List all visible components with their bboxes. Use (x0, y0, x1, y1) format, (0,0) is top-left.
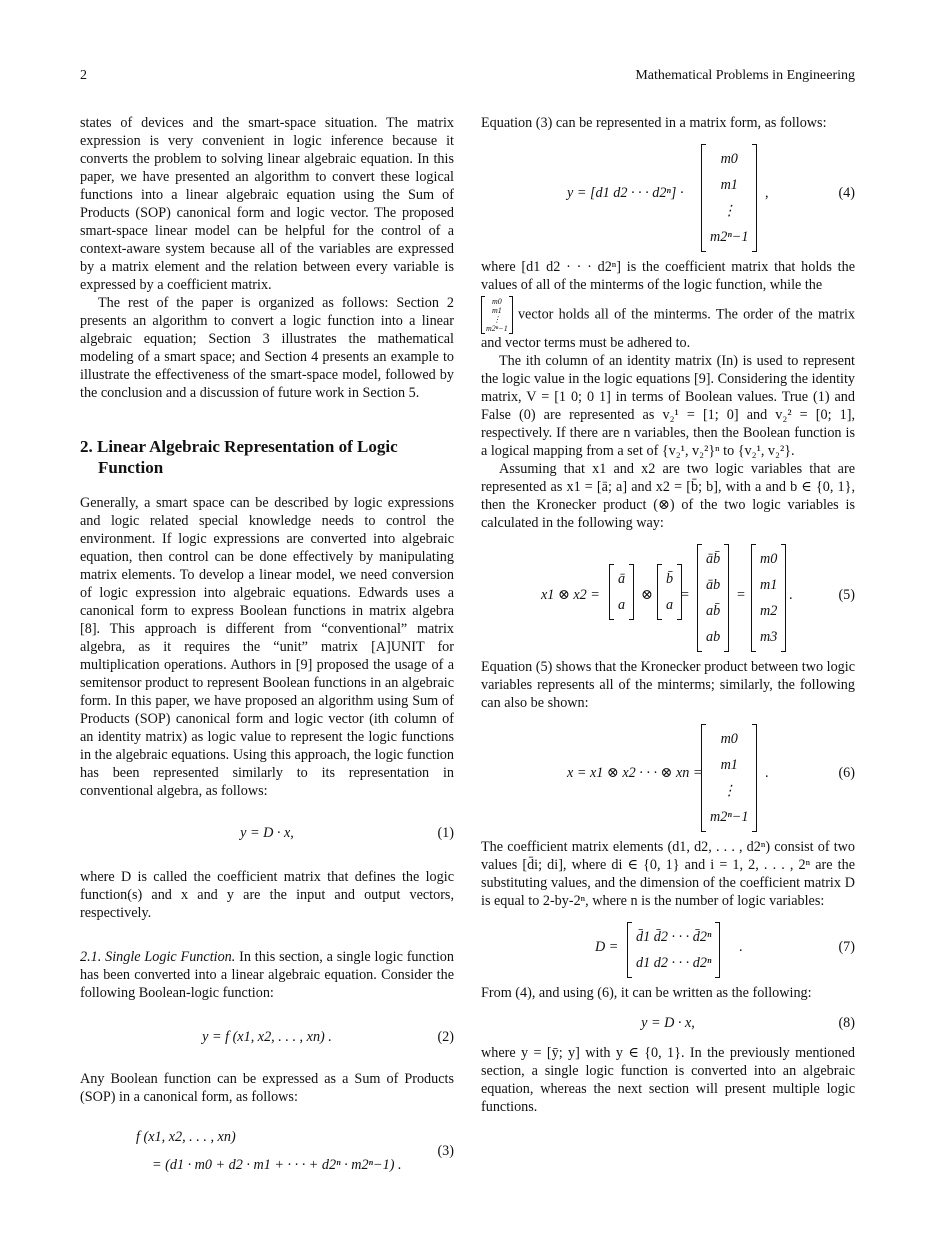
equation-2 (80, 1028, 454, 1046)
subsection-text: In this section, a single logic function has been converted into a linear algebraic equation. Consider the following Boolean-logic function: (80, 949, 454, 1001)
equation-3-number: (3) (437, 1143, 454, 1159)
equation-5-a-entry: ā (618, 571, 626, 587)
closing-paragraph: where y = [ȳ; y] with y ∈ {0, 1}. In the previously mentioned section, a single logic function is converted into an algebraic equation, whereas the next section will present multiple logic functions. (481, 1045, 855, 1115)
equation-5-a-entry: a (618, 597, 626, 613)
minterm-vector-entry: m1 (491, 306, 502, 315)
equation-7-matrix (627, 922, 720, 978)
after-eq5-paragraph: Equation (5) shows that the Kronecker product between two logic variables represents all of the minterms; similarly, the following can also be shown: (481, 659, 855, 711)
equation-5-product-vector (697, 544, 729, 652)
organization-paragraph: The rest of the paper is organized as follows: Section 2 presents an algorithm to convert a logic function into a linear algebraic equation; Section 3 illustrates the mathematical modeling of a smart space; and Section 4 presents an example to illustrate the effectiveness of the smart-space model, followed by the conclusion and a discussion of future work in Section 5. (80, 295, 454, 401)
minterm-vector-entry: m2ⁿ−1 (486, 324, 508, 333)
identity-paragraph: The ith column of an identity matrix (In) is used to represent the logic value in the logic equations [9]. Considering the identity matrix, V = [1 0; 0 1] in terms of Boolean values. True (1) and False (0) are represented as v₂¹ = [1; 0] and v₂² = [0; 1], respectively. If there are n variables, then the Boolean function is a logical mapping from a set of {v₂¹, v₂²}ⁿ to {v₂¹, v₂²}. (481, 353, 855, 459)
subsection-paragraph (80, 948, 454, 1002)
equation-4-comma: , (765, 185, 769, 201)
equation-2-body: y = f (x1, x2, . . . , xn) . (202, 1029, 332, 1045)
left-column (80, 114, 454, 1180)
equation-7-lhs: D = (595, 939, 619, 955)
equation-6-lhs: x = x1 ⊗ x2 · · · ⊗ xn = (567, 765, 703, 781)
equation-1-number: (1) (437, 825, 454, 841)
equation-6-entry: m1 (720, 757, 738, 773)
equation-7 (481, 922, 855, 974)
subsection-title: 2.1. Single Logic Function. (80, 949, 236, 965)
minterm-vector-entry: ⋮ (492, 315, 501, 324)
equation-5-minterm-vector (751, 544, 786, 652)
equation-4-entry: m2ⁿ−1 (710, 229, 749, 245)
minterm-vector-entry: m0 (491, 297, 502, 306)
equation-8-number: (8) (838, 1015, 855, 1031)
equation-7-number: (7) (838, 939, 855, 955)
coefficient-paragraph: The coefficient matrix elements (d1, d2, . . . , d2ⁿ) consist of two values [d̄i; di], where di ∈ {0, 1} and i = 1, 2, . . . , 2ⁿ are the substituting values, and the dimension of the coefficient matrix D is equal to 2-by-2ⁿ, where n is the number of logic variables: (481, 839, 855, 909)
equation-4-vector (701, 144, 757, 252)
equation-1-body: y = D · x, (240, 825, 294, 841)
equation-8-body: y = D · x, (641, 1015, 695, 1031)
equation-4-lhs: y = [d1 d2 · · · d2ⁿ] · (567, 185, 684, 201)
equation-6-entry: m0 (720, 731, 738, 747)
equation-6-vector (701, 724, 757, 832)
after-eq2-paragraph: Any Boolean function can be expressed as a Sum of Products (SOP) in a canonical form, as follows: (80, 1071, 454, 1105)
equation-7-row: d1 d2 · · · d2ⁿ (636, 955, 712, 971)
equation-4-entry: m0 (720, 151, 738, 167)
equation-5-vector-a (609, 564, 634, 620)
equation-5-minterm-entry: m1 (760, 577, 778, 593)
equation-3-line-1: f (x1, x2, . . . , xn) (136, 1129, 236, 1145)
equation-4-number: (4) (838, 185, 855, 201)
after-eq4-paragraph-a: where [d1 d2 · · · d2ⁿ] is the coefficient matrix that holds the values of all of the minterms of the logic function, while the (481, 259, 855, 293)
right-intro-paragraph: Equation (3) can be represented in a matrix form, as follows: (481, 115, 827, 131)
equation-5-product-entry: āb̄ (706, 551, 721, 567)
equation-6-entry: ⋮ (722, 783, 737, 799)
equation-7-row: d̄1 d̄2 · · · d̄2ⁿ (636, 929, 712, 945)
equation-5-minterm-entry: m2 (760, 603, 778, 619)
section-title: 2. Linear Algebraic Representation of Logic Function (80, 437, 398, 477)
equation-6 (481, 724, 855, 828)
after-eq4-text: vector holds all of the minterms. The order of the matrix and vector terms must be adhered to. (481, 306, 855, 351)
equation-5-minterm-entry: m0 (760, 551, 778, 567)
section-paragraph: Generally, a smart space can be described by logic expressions and logic related special knowledge needs to control the environment. If logic expressions are converted into algebraic equation, then control can be done effectively by manipulating matrix elements. To develop a linear model, we need conversion of logic expression into algebraic equations. Edwards uses a canonical form to express Boolean functions in matrix algebra [8]. This approach is different from “conventional” matrix algebra, as it requires the “unit” matrix [A]UNIT for multiplication operations. Authors in [9] proposed the usage of a semitensor product to represent Boolean functions in an algebraic form. In this paper, we have proposed an algorithm using Sum of Products (SOP) canonical form and logic vector (ith column of an identity matrix) as logic value to represent the logic functions in the algebraic equations. Using this approach, the logic function has been represented similarly to its representation in conventional algebra, as follows: (80, 495, 454, 799)
equals-sign: = (681, 587, 690, 603)
equation-1 (80, 824, 454, 842)
equation-5-product-entry: āb (706, 577, 721, 593)
kronecker-symbol: ⊗ (641, 587, 653, 603)
equation-2-number: (2) (437, 1029, 454, 1045)
equation-3 (80, 1128, 454, 1180)
equation-8 (481, 1014, 855, 1032)
intro-tail-paragraph: states of devices and the smart-space situation. The matrix expression is very convenient in logic inference because it converts the problem to solving linear algebraic equation. In this paper, we have presented an algorithm to convert these logical functions into a linear algebraic equation using the Sum of Products (SOP) canonical form and logic vector. The proposed smart-space linear model can be helpful for the control of a context-aware system because all of the variables are expressed by a matrix element and the relation between every variable is expressed by a coefficient matrix. (80, 115, 454, 293)
equation-6-entry: m2ⁿ−1 (710, 809, 749, 825)
equation-5-product-entry: ab̄ (706, 603, 721, 619)
assume-paragraph: Assuming that x1 and x2 are two logic variables that are represented as x1 = [ā; a] and x2 = [b̄; b], with a and b ∈ {0, 1}, then the Kronecker product (⊗) of the two logic variables is calculated in the following way: (481, 461, 855, 531)
equation-5-minterm-entry: m3 (760, 629, 778, 645)
equation-7-period: . (739, 939, 743, 955)
equation-6-number: (6) (838, 765, 855, 781)
minterm-vector-inline (481, 296, 513, 334)
equation-4 (481, 144, 855, 248)
equation-5 (481, 544, 855, 650)
equation-5-period: . (789, 587, 793, 603)
equation-3-line-2: = (d1 · m0 + d2 · m1 + · · · + d2ⁿ · m2ⁿ−1) . (152, 1157, 402, 1173)
equals-sign: = (737, 587, 746, 603)
from4-paragraph: From (4), and using (6), it can be written as the following: (481, 985, 812, 1001)
after-eq4-paragraph-b (481, 296, 855, 352)
equation-5-vector-b (657, 564, 682, 620)
equation-5-b-entry: b̄ (666, 571, 674, 587)
right-column (481, 114, 855, 1116)
journal-title: Mathematical Problems in Engineering (635, 68, 855, 83)
equation-5-lhs: x1 ⊗ x2 = (541, 587, 600, 603)
equation-5-b-entry: a (666, 597, 674, 613)
equation-4-entry: m1 (720, 177, 738, 193)
after-eq1-paragraph: where D is called the coefficient matrix that defines the logic function(s) and x and y are the input and output vectors, respectively. (80, 869, 454, 921)
equation-5-product-entry: ab (706, 629, 721, 645)
equation-4-entry: ⋮ (722, 203, 737, 219)
equation-6-period: . (765, 765, 769, 781)
equation-5-number: (5) (838, 587, 855, 603)
page-number: 2 (80, 68, 87, 83)
